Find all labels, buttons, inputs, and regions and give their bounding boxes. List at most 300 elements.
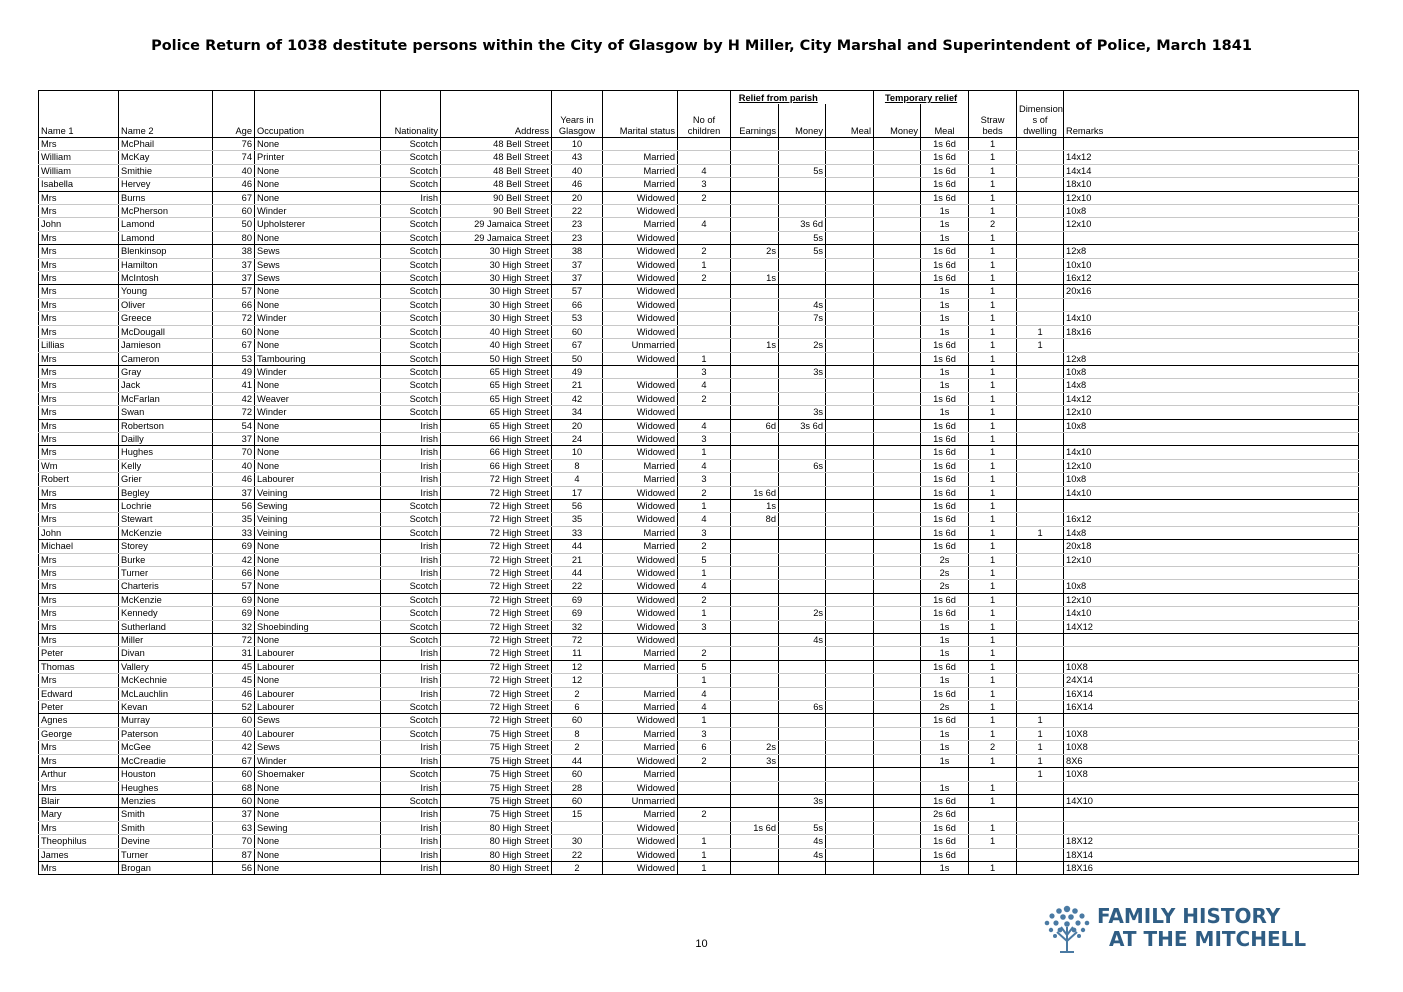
table-cell: 8: [552, 459, 603, 472]
table-cell: 1s 6d: [921, 245, 969, 258]
table-cell: Kelly: [119, 459, 213, 472]
table-cell: 23: [552, 218, 603, 231]
table-cell: 10: [552, 446, 603, 459]
table-cell: None: [255, 138, 381, 151]
table-cell: [826, 794, 874, 807]
table-cell: [779, 687, 826, 700]
table-cell: 40 High Street: [441, 339, 552, 352]
table-cell: [731, 553, 779, 566]
table-cell: 1: [969, 419, 1017, 432]
table-cell: 44: [552, 540, 603, 553]
table-cell: 18x16: [1064, 325, 1359, 338]
table-cell: [552, 821, 603, 834]
table-cell: 1s 6d: [921, 352, 969, 365]
table-cell: [1017, 285, 1064, 298]
table-cell: William: [39, 164, 119, 177]
table-cell: 1: [969, 325, 1017, 338]
table-cell: McFarlan: [119, 392, 213, 405]
table-cell: Burke: [119, 553, 213, 566]
table-cell: [779, 727, 826, 740]
table-cell: 1s: [731, 339, 779, 352]
table-cell: 5s: [779, 164, 826, 177]
col-age: Age: [213, 104, 255, 138]
table-cell: 14x8: [1064, 526, 1359, 539]
table-cell: Scotch: [381, 365, 441, 378]
table-cell: 1: [969, 794, 1017, 807]
table-cell: 72 High Street: [441, 620, 552, 633]
table-cell: Isabella: [39, 178, 119, 191]
table-cell: 1s 6d: [731, 821, 779, 834]
col-children: No of children: [678, 104, 731, 138]
table-cell: [678, 781, 731, 794]
table-cell: 1s 6d: [921, 138, 969, 151]
table-cell: Irish: [381, 754, 441, 767]
table-cell: 10x8: [1064, 419, 1359, 432]
table-cell: None: [255, 674, 381, 687]
table-row: [39, 848, 1359, 861]
table-cell: 4: [678, 459, 731, 472]
table-cell: Arthur: [39, 768, 119, 781]
table-cell: Married: [603, 768, 678, 781]
table-cell: [969, 808, 1017, 821]
table-cell: 2: [552, 687, 603, 700]
table-cell: McLauchlin: [119, 687, 213, 700]
table-cell: Widowed: [603, 835, 678, 848]
table-cell: 29 Jamaica Street: [441, 231, 552, 244]
table-cell: Blenkinsop: [119, 245, 213, 258]
table-cell: Irish: [381, 419, 441, 432]
table-cell: Scotch: [381, 607, 441, 620]
table-cell: [731, 151, 779, 164]
table-cell: 1s 6d: [921, 446, 969, 459]
table-row: [39, 781, 1359, 794]
table-cell: [874, 540, 921, 553]
table-cell: Printer: [255, 151, 381, 164]
table-cell: 18X12: [1064, 835, 1359, 848]
table-cell: 50 High Street: [441, 352, 552, 365]
table-cell: [874, 768, 921, 781]
table-cell: Widowed: [603, 848, 678, 861]
table-cell: 1: [969, 178, 1017, 191]
table-cell: McKenzie: [119, 593, 213, 606]
table-cell: 37: [552, 272, 603, 285]
table-cell: 1s 6d: [921, 339, 969, 352]
table-cell: 70: [213, 446, 255, 459]
table-cell: 1: [969, 473, 1017, 486]
table-cell: [779, 674, 826, 687]
table-cell: None: [255, 634, 381, 647]
table-cell: 68: [213, 781, 255, 794]
table-cell: 1s: [921, 781, 969, 794]
table-cell: [731, 660, 779, 673]
table-cell: George: [39, 727, 119, 740]
table-cell: [779, 580, 826, 593]
table-cell: [874, 432, 921, 445]
table-cell: [1017, 553, 1064, 566]
table-cell: Irish: [381, 781, 441, 794]
table-cell: Widowed: [603, 406, 678, 419]
table-cell: [678, 339, 731, 352]
table-cell: [874, 178, 921, 191]
table-cell: [1017, 861, 1064, 874]
table-cell: 16X14: [1064, 701, 1359, 714]
table-cell: [874, 205, 921, 218]
table-cell: 1s: [921, 674, 969, 687]
table-cell: 2s: [921, 580, 969, 593]
table-row: [39, 379, 1359, 392]
table-cell: [874, 446, 921, 459]
table-cell: 60: [213, 205, 255, 218]
table-cell: 30 High Street: [441, 312, 552, 325]
table-row: [39, 593, 1359, 606]
table-cell: 1: [969, 138, 1017, 151]
table-cell: 90 Bell Street: [441, 205, 552, 218]
table-cell: 5: [678, 660, 731, 673]
table-cell: 48 Bell Street: [441, 151, 552, 164]
table-cell: 2s: [779, 339, 826, 352]
table-cell: [874, 164, 921, 177]
page-title: Police Return of 1038 destitute persons within the City of Glasgow by H Miller, City Marshal and Superintendent of Police, March 1841: [151, 38, 1252, 54]
table-cell: 14x10: [1064, 486, 1359, 499]
table-cell: 2: [678, 191, 731, 204]
table-cell: [826, 325, 874, 338]
table-cell: 4: [678, 701, 731, 714]
table-row: [39, 499, 1359, 512]
table-cell: 2: [678, 540, 731, 553]
table-cell: [826, 580, 874, 593]
table-cell: None: [255, 808, 381, 821]
table-cell: [1017, 258, 1064, 271]
table-cell: Married: [603, 701, 678, 714]
table-row: [39, 164, 1359, 177]
table-cell: Mrs: [39, 620, 119, 633]
table-cell: [826, 298, 874, 311]
table-cell: [731, 607, 779, 620]
table-cell: [1017, 459, 1064, 472]
table-row: [39, 191, 1359, 204]
table-cell: Married: [603, 808, 678, 821]
table-cell: Robertson: [119, 419, 213, 432]
table-cell: [779, 540, 826, 553]
table-cell: 80: [213, 231, 255, 244]
table-cell: 14X12: [1064, 620, 1359, 633]
table-cell: McDougall: [119, 325, 213, 338]
table-cell: [874, 861, 921, 874]
table-cell: Scotch: [381, 701, 441, 714]
table-cell: [678, 768, 731, 781]
table-cell: Scotch: [381, 634, 441, 647]
table-cell: Scotch: [381, 526, 441, 539]
table-cell: Young: [119, 285, 213, 298]
table-cell: Irish: [381, 446, 441, 459]
table-cell: Married: [603, 540, 678, 553]
table-cell: 2s 6d: [921, 808, 969, 821]
table-cell: 20: [552, 419, 603, 432]
table-row: [39, 741, 1359, 754]
table-cell: 30 High Street: [441, 258, 552, 271]
table-cell: McPherson: [119, 205, 213, 218]
table-cell: 1: [678, 352, 731, 365]
table-cell: [1017, 835, 1064, 848]
table-cell: [1064, 499, 1359, 512]
table-cell: 4: [678, 218, 731, 231]
table-cell: 72: [552, 634, 603, 647]
table-cell: 1s 6d: [921, 848, 969, 861]
table-cell: Houston: [119, 768, 213, 781]
table-cell: Mrs: [39, 741, 119, 754]
table-cell: 3: [678, 365, 731, 378]
table-cell: 72 High Street: [441, 593, 552, 606]
table-cell: 60: [213, 325, 255, 338]
table-cell: 40: [213, 459, 255, 472]
table-cell: 1: [969, 513, 1017, 526]
table-cell: [826, 231, 874, 244]
table-cell: 75 High Street: [441, 808, 552, 821]
table-cell: 30: [552, 835, 603, 848]
table-body: [39, 138, 1359, 875]
table-cell: Widowed: [603, 861, 678, 874]
col-name2: Name 2: [119, 104, 213, 138]
table-cell: 66: [213, 567, 255, 580]
table-cell: 40: [213, 164, 255, 177]
table-cell: 57: [213, 285, 255, 298]
table-row: [39, 486, 1359, 499]
table-cell: 1s 6d: [921, 513, 969, 526]
table-cell: None: [255, 593, 381, 606]
table-cell: None: [255, 553, 381, 566]
table-cell: 33: [213, 526, 255, 539]
table-cell: Michael: [39, 540, 119, 553]
table-cell: 6d: [731, 419, 779, 432]
table-cell: 3: [678, 727, 731, 740]
table-cell: 1: [969, 660, 1017, 673]
table-cell: 4s: [779, 634, 826, 647]
table-cell: [874, 365, 921, 378]
table-cell: 60: [552, 714, 603, 727]
table-cell: [826, 473, 874, 486]
table-cell: [678, 151, 731, 164]
table-cell: Greece: [119, 312, 213, 325]
table-cell: [826, 727, 874, 740]
table-cell: Scotch: [381, 406, 441, 419]
table-cell: 1s 6d: [921, 540, 969, 553]
table-cell: 1s: [921, 231, 969, 244]
table-cell: Oliver: [119, 298, 213, 311]
table-cell: Wm: [39, 459, 119, 472]
table-cell: 38: [552, 245, 603, 258]
table-row: [39, 513, 1359, 526]
table-cell: [1017, 191, 1064, 204]
table-cell: Winder: [255, 205, 381, 218]
table-cell: [826, 365, 874, 378]
table-cell: [826, 526, 874, 539]
table-cell: 16x12: [1064, 272, 1359, 285]
table-cell: [874, 687, 921, 700]
table-cell: [874, 727, 921, 740]
table-cell: Irish: [381, 553, 441, 566]
table-cell: Scotch: [381, 513, 441, 526]
table-cell: [731, 580, 779, 593]
table-cell: 3: [678, 473, 731, 486]
table-cell: [731, 687, 779, 700]
table-cell: [1017, 231, 1064, 244]
table-cell: 72 High Street: [441, 486, 552, 499]
table-cell: [1017, 620, 1064, 633]
table-cell: 2: [969, 741, 1017, 754]
table-cell: [1017, 821, 1064, 834]
table-cell: 34: [552, 406, 603, 419]
table-cell: [826, 687, 874, 700]
table-cell: 10X8: [1064, 660, 1359, 673]
table-cell: [731, 285, 779, 298]
table-cell: Murray: [119, 714, 213, 727]
table-cell: 60: [213, 714, 255, 727]
table-cell: 56: [552, 499, 603, 512]
table-cell: 3: [678, 432, 731, 445]
table-cell: [779, 205, 826, 218]
table-cell: Edward: [39, 687, 119, 700]
family-tree-icon: [1042, 903, 1092, 955]
table-cell: 75 High Street: [441, 754, 552, 767]
table-cell: Widowed: [603, 191, 678, 204]
table-cell: 14x12: [1064, 151, 1359, 164]
table-cell: Scotch: [381, 794, 441, 807]
table-cell: 1: [969, 205, 1017, 218]
table-cell: Mrs: [39, 245, 119, 258]
table-row: [39, 861, 1359, 874]
table-cell: [874, 379, 921, 392]
table-cell: Scotch: [381, 392, 441, 405]
table-cell: 5s: [779, 245, 826, 258]
table-cell: 5: [678, 553, 731, 566]
table-cell: Mrs: [39, 258, 119, 271]
table-cell: 72 High Street: [441, 687, 552, 700]
logo-text: FAMILY HISTORY AT THE MITCHELL: [1097, 904, 1307, 951]
table-row: [39, 674, 1359, 687]
table-cell: [731, 205, 779, 218]
table-cell: 1: [678, 861, 731, 874]
table-cell: 16x12: [1064, 513, 1359, 526]
table-cell: Widowed: [603, 258, 678, 271]
table-cell: 49: [552, 365, 603, 378]
table-cell: Sews: [255, 258, 381, 271]
table-cell: 1: [969, 459, 1017, 472]
table-cell: 72 High Street: [441, 647, 552, 660]
table-cell: Lamond: [119, 218, 213, 231]
table-cell: [779, 526, 826, 539]
table-cell: Mrs: [39, 352, 119, 365]
table-cell: 6s: [779, 701, 826, 714]
table-cell: 1: [969, 258, 1017, 271]
table-cell: Mrs: [39, 325, 119, 338]
table-cell: 1s 6d: [921, 835, 969, 848]
table-cell: 22: [552, 580, 603, 593]
table-cell: [874, 741, 921, 754]
table-cell: Married: [603, 164, 678, 177]
table-cell: [779, 714, 826, 727]
table-cell: 60: [213, 768, 255, 781]
table-cell: None: [255, 848, 381, 861]
table-cell: 4: [678, 580, 731, 593]
table-cell: 2: [678, 272, 731, 285]
table-cell: [1017, 701, 1064, 714]
table-cell: 67: [552, 339, 603, 352]
destitute-persons-table: [38, 90, 1359, 875]
table-cell: Scotch: [381, 580, 441, 593]
table-cell: Mrs: [39, 379, 119, 392]
table-cell: Thomas: [39, 660, 119, 673]
table-cell: 12x8: [1064, 245, 1359, 258]
table-cell: 4s: [779, 835, 826, 848]
table-cell: [826, 634, 874, 647]
table-row: [39, 352, 1359, 365]
table-cell: Mrs: [39, 486, 119, 499]
table-cell: 5s: [779, 821, 826, 834]
table-cell: 80 High Street: [441, 861, 552, 874]
table-cell: [969, 768, 1017, 781]
table-cell: 10X8: [1064, 768, 1359, 781]
table-row: [39, 446, 1359, 459]
table-cell: [826, 714, 874, 727]
table-cell: 1s: [731, 272, 779, 285]
table-cell: [678, 312, 731, 325]
table-cell: [826, 446, 874, 459]
table-cell: 80 High Street: [441, 821, 552, 834]
table-cell: 48 Bell Street: [441, 164, 552, 177]
table-cell: [826, 754, 874, 767]
table-cell: 2s: [731, 741, 779, 754]
group-header-row: [39, 91, 1359, 105]
table-cell: Scotch: [381, 138, 441, 151]
table-cell: Irish: [381, 687, 441, 700]
table-cell: 11: [552, 647, 603, 660]
table-cell: [779, 620, 826, 633]
table-cell: [874, 593, 921, 606]
table-cell: [731, 446, 779, 459]
table-cell: [1017, 687, 1064, 700]
table-cell: 1s 6d: [921, 473, 969, 486]
table-cell: 6: [552, 701, 603, 714]
table-cell: Winder: [255, 365, 381, 378]
table-cell: 1: [969, 379, 1017, 392]
table-cell: [1017, 205, 1064, 218]
table-row: [39, 660, 1359, 673]
table-cell: McKay: [119, 151, 213, 164]
table-cell: 2s: [731, 245, 779, 258]
table-cell: 1: [1017, 768, 1064, 781]
table-cell: 24X14: [1064, 674, 1359, 687]
table-cell: 31: [213, 647, 255, 660]
col-money-temp: Money: [874, 104, 921, 138]
table-cell: [826, 312, 874, 325]
table-cell: 1: [969, 754, 1017, 767]
table-cell: [731, 406, 779, 419]
table-row: [39, 473, 1359, 486]
table-cell: 1: [969, 687, 1017, 700]
table-cell: [1017, 392, 1064, 405]
table-cell: Labourer: [255, 660, 381, 673]
col-name1: Name 1: [39, 104, 119, 138]
table-cell: [826, 379, 874, 392]
table-cell: None: [255, 567, 381, 580]
table-cell: [779, 325, 826, 338]
table-cell: Unmarried: [603, 339, 678, 352]
table-cell: 65 High Street: [441, 419, 552, 432]
table-cell: 6: [678, 741, 731, 754]
table-cell: 1: [969, 272, 1017, 285]
table-cell: Mrs: [39, 861, 119, 874]
table-cell: 67: [213, 191, 255, 204]
